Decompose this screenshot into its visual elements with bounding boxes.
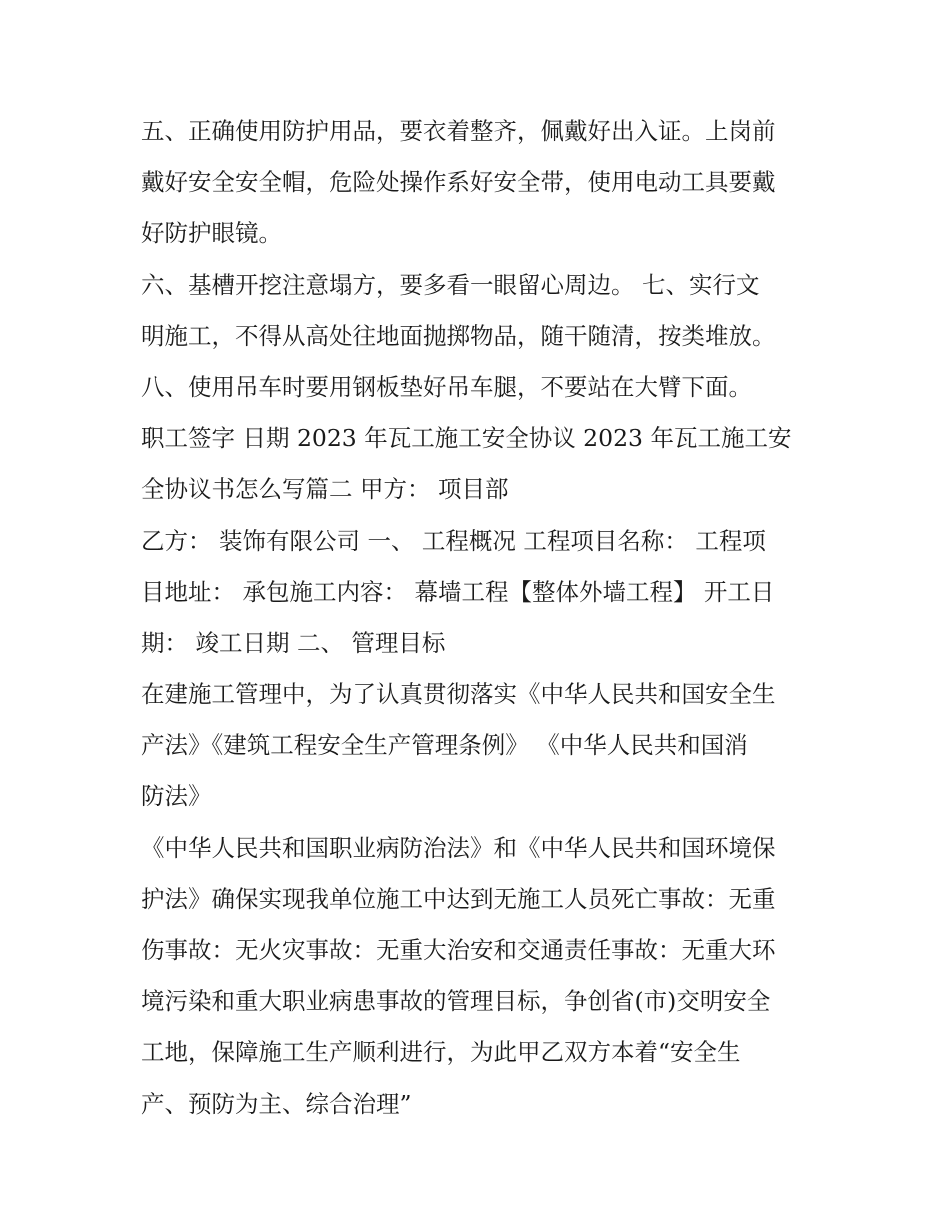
text-line: 产、预防为主、综合治理” <box>141 1089 412 1118</box>
text-line: 戴好安全安全帽，危险处操作系好安全带，使用电动工具要戴 <box>141 168 776 197</box>
text-line: 期： 竣工日期 二、 管理目标 <box>141 628 446 657</box>
text-line: 防法》 <box>141 782 212 811</box>
text-line: 产法》《建筑工程安全生产管理条例》 《中华人民共和国消 <box>141 731 748 760</box>
text-line: 境污染和重大职业病患事故的管理目标，争创省(市)交明安全 <box>141 987 771 1016</box>
text-line: 护法》确保实现我单位施工中达到无施工人员死亡事故：无重 <box>141 884 776 913</box>
text-line: 好防护眼镜。 <box>141 219 282 248</box>
text-line: 在建施工管理中，为了认真贯彻落实《中华人民共和国安全生 <box>141 680 776 709</box>
text-line: 五、正确使用防护用品，要衣着整齐，佩戴好出入证。上岗前 <box>141 117 776 145</box>
text-line: 目地址： 承包施工内容： 幕墙工程【整体外墙工程】 开工日 <box>141 577 775 606</box>
text-line: 明施工，不得从高处往地面抛掷物品，随干随清，按类堆放。 <box>141 321 776 350</box>
text-line: 工地，保障施工生产顺利进行，为此甲乙双方本着“安全生 <box>141 1038 741 1067</box>
text-line: 《中华人民共和国职业病防治法》和《中华人民共和国环境保 <box>141 833 776 862</box>
text-line: 全协议书怎么写篇二 甲方： 项目部 <box>141 475 509 504</box>
document-body <box>141 106 821 1130</box>
text-line: 六、基槽开挖注意塌方，要多看一眼留心周边。 七、实行文 <box>141 270 760 299</box>
text-line: 八、使用吊车时要用钢板垫好吊车腿，不要站在大臂下面。 <box>141 372 752 401</box>
text-line: 职工签字 日期 2023 年瓦工施工安全协议 2023 年瓦工施工安 <box>141 424 792 453</box>
text-line: 伤事故：无火灾事故：无重大治安和交通责任事故：无重大环 <box>141 936 776 964</box>
text-line: 乙方： 装饰有限公司 一、 工程概况 工程项目名称： 工程项 <box>141 526 766 555</box>
